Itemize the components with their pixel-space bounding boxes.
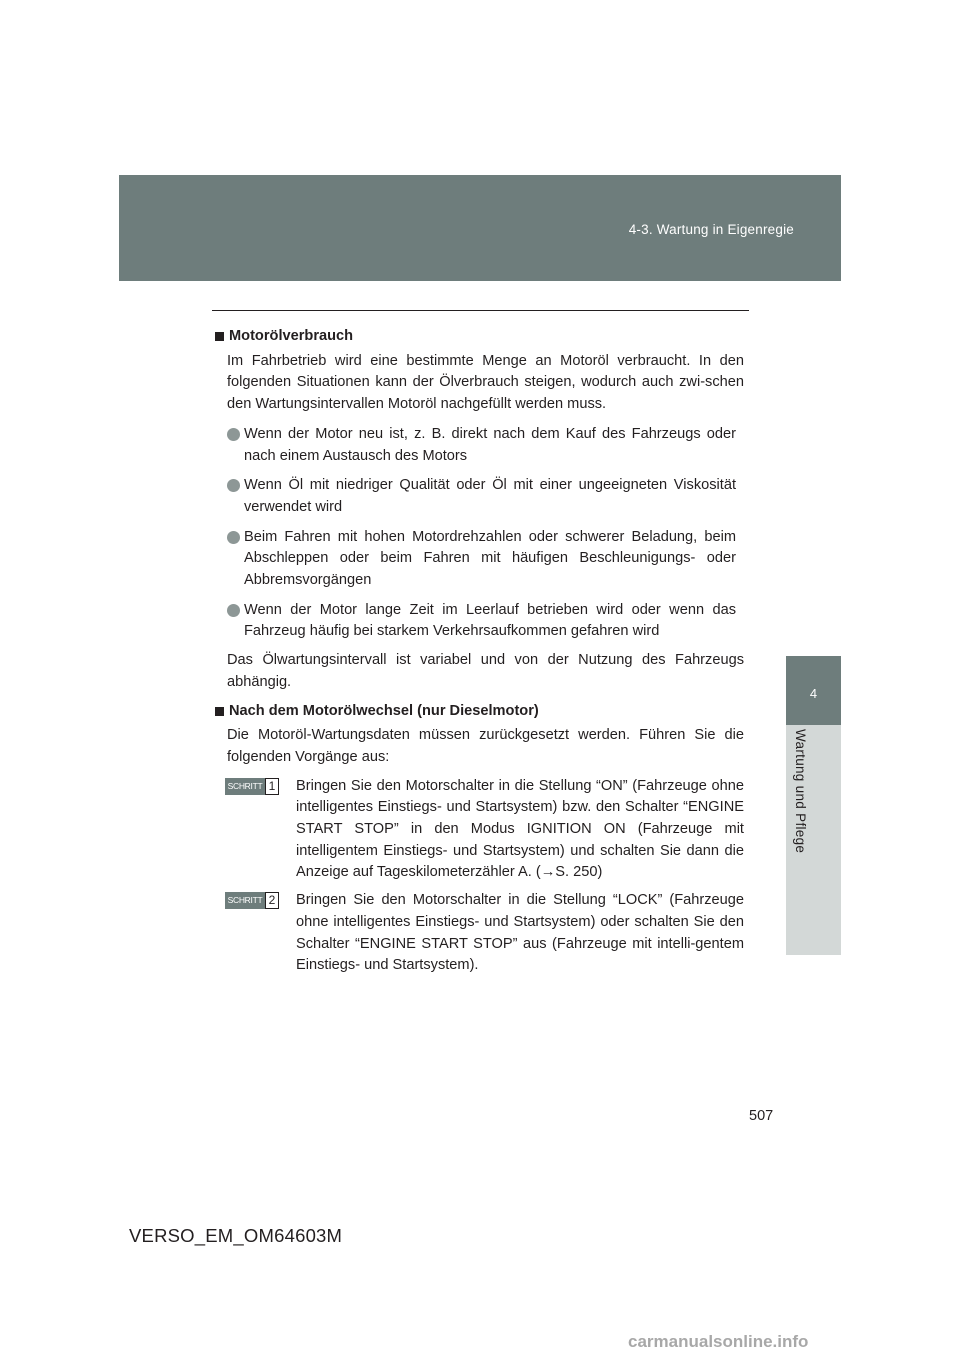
list-item-text: Wenn der Motor lange Zeit im Leerlauf betrieben wird oder wenn das Fahrzeug häufig bei starkem Verkehrsaufkommen gefahren wird <box>244 601 736 640</box>
list-item <box>227 475 744 518</box>
main-content <box>215 326 744 977</box>
step-text: Bringen Sie den Motorschalter in die Stellung “ON” (Fahrzeuge ohne intelligentes Einstiegs- und Startsystem) bzw. den Schalter “ENGINE START STOP” in den Modus IGNITION ON (Fahrzeuge mit intelligentem Einstiegs- und Startsystem) und schalten Sie dann die Anzeige auf Tageskilometerzähler A. (→S. 250) <box>296 777 744 881</box>
list-item-text: Wenn Öl mit niedriger Qualität oder Öl mit einer ungeeigneten Viskosität verwendet wird <box>244 477 736 515</box>
step-badge-number: 2 <box>265 892 279 909</box>
section-heading-text: Nach dem Motorölwechsel (nur Dieselmotor) <box>229 702 539 719</box>
circle-bullet-icon <box>227 604 240 617</box>
step-item <box>215 776 744 885</box>
step-text: Bringen Sie den Motorschalter in die Stellung “LOCK” (Fahrzeuge ohne intelligentes Einstiegs- und Startsystem) oder schalten Sie den Schalter “ENGINE START STOP” aus (Fahrzeuge mit intelli-gentem Einstiegs- und Startsystem). <box>296 892 744 974</box>
section-heading <box>215 701 744 723</box>
circle-bullet-icon <box>227 428 240 441</box>
paragraph: Die Motoröl-Wartungsdaten müssen zurückgesetzt werden. Führen Sie die folgenden Vorgänge aus: <box>227 727 744 765</box>
step-badge-number: 1 <box>265 778 279 795</box>
list-item <box>227 527 744 592</box>
section-heading-text: Motorölverbrauch <box>229 328 354 344</box>
step-item <box>215 890 744 977</box>
page-number: 507 <box>749 1108 774 1124</box>
document-code: VERSO_EM_OM64603M <box>129 1225 343 1246</box>
chapter-title: Wartung und Pflege <box>793 729 808 854</box>
header-band <box>119 175 841 281</box>
chapter-number: 4 <box>809 686 818 701</box>
square-bullet-icon <box>215 707 224 716</box>
step-badge <box>225 892 279 909</box>
square-bullet-icon <box>215 332 224 341</box>
step-badge <box>225 778 279 795</box>
bullet-list <box>215 424 744 643</box>
step-badge-label: SCHRITT <box>225 892 265 909</box>
section-heading <box>215 326 744 348</box>
chapter-tab <box>786 656 841 725</box>
section-title: 4-3. Wartung in Eigenregie <box>628 222 794 237</box>
list-item-text: Beim Fahren mit hohen Motordrehzahlen oder schwerer Beladung, beim Abschleppen oder beim Fahren mit häufigen Beschleunigungs- oder Abbremsvorgängen <box>244 528 736 589</box>
list-item <box>227 600 744 643</box>
list-item <box>227 424 744 467</box>
list-item-text: Wenn der Motor neu ist, z. B. direkt nach dem Kauf des Fahrzeugs oder nach einem Austausch des Motors <box>244 425 736 464</box>
circle-bullet-icon <box>227 531 240 544</box>
step-badge-label: SCHRITT <box>225 778 265 795</box>
section-divider <box>212 310 749 311</box>
circle-bullet-icon <box>227 479 240 492</box>
paragraph: Das Ölwartungsintervall ist variabel und von der Nutzung des Fahrzeugs abhängig. <box>227 652 744 690</box>
watermark: carmanualsonline.info <box>628 1332 809 1351</box>
paragraph: Im Fahrbetrieb wird eine bestimmte Menge an Motoröl verbraucht. In den folgenden Situationen kann der Ölverbrauch steigen, wodurch auch zwi-schen den Wartungsintervallen Motoröl nachgefüllt werden muss. <box>227 352 744 413</box>
step-list <box>215 776 744 977</box>
